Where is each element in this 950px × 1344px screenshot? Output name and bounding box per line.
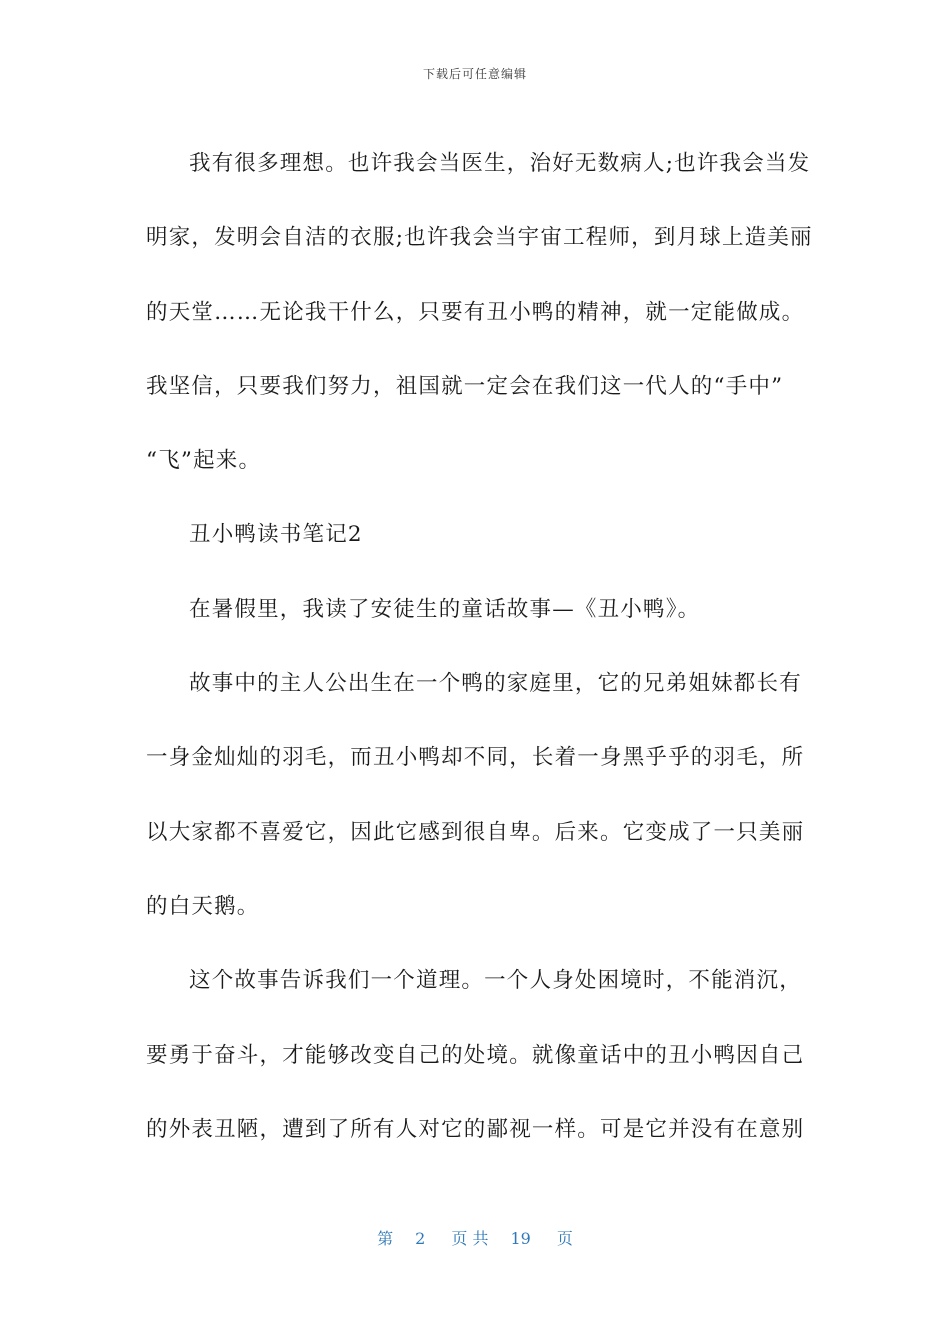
text-line-11: 的白天鹅。 (146, 893, 260, 919)
text-line-8: 故事中的主人公出生在一个鸭的家庭里，它的兄弟姐妹都长有 (189, 671, 802, 697)
text-line-14: 的外表丑陋，遭到了所有人对它的鄙视一样。可是它并没有在意别 (146, 1116, 805, 1142)
text-line-9: 一身金灿灿的羽毛，而丑小鸭却不同，长着一身黑乎乎的羽毛，所 (146, 745, 805, 771)
page-header: 下载后可任意编辑 (422, 67, 527, 81)
footer-suffix: 页 (556, 1229, 573, 1248)
footer-total-pages: 19 (510, 1229, 531, 1248)
footer-middle: 页 共 (451, 1229, 489, 1248)
text-line-1: 我有很多理想。也许我会当医生，治好无数病人;也许我会当发 (189, 151, 811, 176)
text-line-5: “飞”起来。 (146, 448, 262, 474)
text-line-13: 要勇于奋斗，才能够改变自己的处境。就像童话中的丑小鸭因自己 (146, 1042, 805, 1068)
text-line-7: 在暑假里，我读了安徒生的童话故事—《丑小鸭》。 (189, 596, 701, 622)
section-title: 丑小鸭读书笔记2 (189, 522, 363, 548)
text-line-3: 的天堂……无论我干什么，只要有丑小鸭的精神，就一定能做成。 (146, 299, 805, 325)
text-line-2: 明家，发明会自洁的衣服;也许我会当宇宙工程师，到月球上造美丽 (146, 225, 813, 251)
text-line-10: 以大家都不喜爱它，因此它感到很自卑。后来。它变成了一只美丽 (146, 819, 805, 845)
page-footer (0, 1228, 950, 1250)
text-line-12: 这个故事告诉我们一个道理。一个人身处困境时，不能消沉， (189, 968, 802, 994)
document-body (146, 127, 813, 1167)
text-line-4: 我坚信，只要我们努力，祖国就一定会在我们这一代人的“手中” (146, 373, 784, 399)
footer-page-number: 2 (415, 1229, 426, 1248)
footer-prefix: 第 (377, 1229, 394, 1248)
